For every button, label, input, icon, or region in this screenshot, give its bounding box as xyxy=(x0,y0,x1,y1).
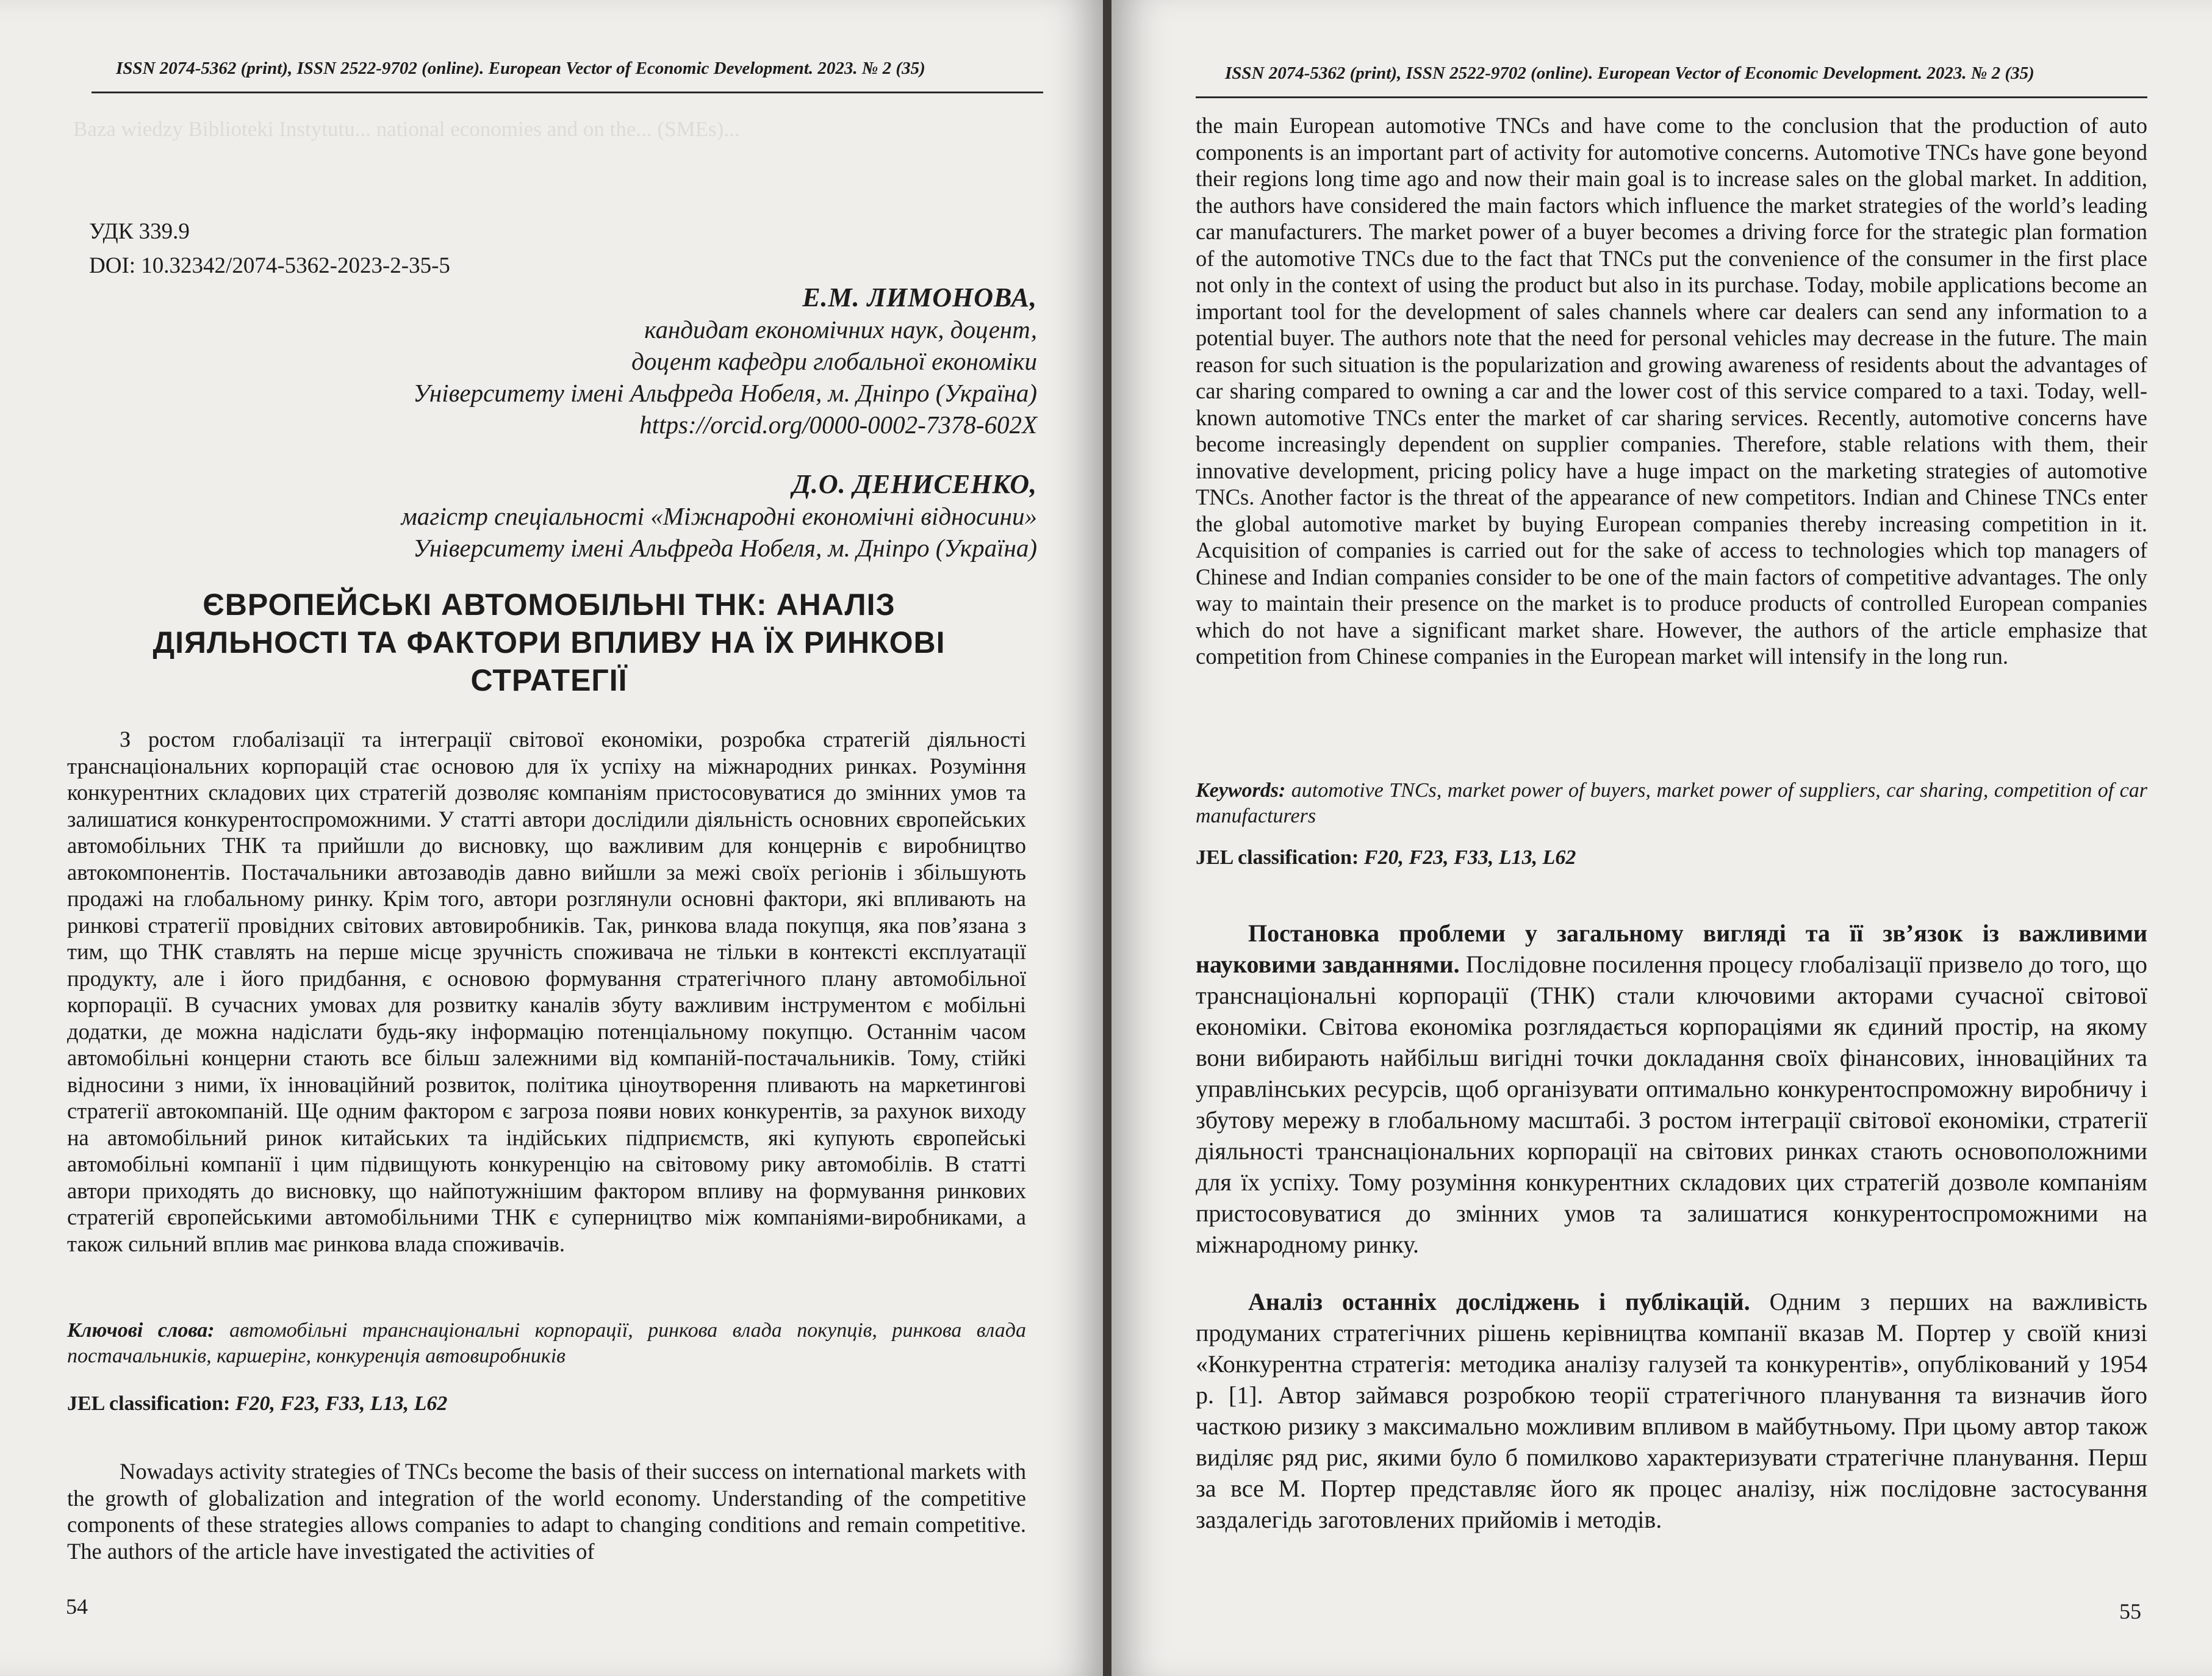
keywords-english xyxy=(1196,778,2147,829)
jel-codes: F20, F23, F33, L13, L62 xyxy=(235,1392,448,1415)
jel-label: JEL classification: xyxy=(1196,846,1359,869)
running-header: ISSN 2074-5362 (print), ISSN 2522-9702 (online). European Vector of Economic Development. 2023. № 2 (35) xyxy=(116,59,925,78)
article-title-line-1: ЄВРОПЕЙСЬКІ АВТОМОБІЛЬНІ ТНК: АНАЛІЗ xyxy=(203,588,896,622)
left-page xyxy=(0,0,1103,1676)
header-rule xyxy=(92,92,1043,93)
section-heading-problem: Постановка проблеми у загальному вигляді та її зв’язок із важливими науковими завданнями. xyxy=(1196,919,2147,978)
jel-codes: F20, F23, F33, L13, L62 xyxy=(1363,846,1576,869)
section-heading-literature: Аналіз останніх досліджень і публікацій. xyxy=(1248,1288,1750,1315)
author-2-degree: магістр спеціальності «Міжнародні економічні відносини» xyxy=(401,502,1037,530)
section-literature-review xyxy=(1196,1286,2147,1535)
doi: DOI: 10.32342/2074-5362-2023-2-35-5 xyxy=(89,253,450,278)
article-title-line-3: СТРАТЕГІЇ xyxy=(470,663,628,697)
header-rule xyxy=(1196,96,2147,98)
keywords-text: автомобільні транснаціональні корпорації, ринкова влада покупців, ринкова влада постачальників, каршерінг, конкуренція автовиробників xyxy=(67,1319,1026,1367)
show-through-text: Baza wiedzy Biblioteki Instytutu... national economies and on the... (SMEs)... xyxy=(73,117,740,141)
author-2-name: Д.О. ДЕНИСЕНКО, xyxy=(792,469,1037,499)
abstract-ukrainian: З ростом глобалізації та інтеграції світової економіки, розробка стратегій діяльності транснаціональних корпорацій стає основою для їх успіху на міжнародних ринках. Розуміння конкурентних складових цих стратегій дозволяє компаніям пристосовуватися до змінних умов та залишатися конкурентоспроможними. У статті автори дослідили діяльність основних європейських автомобільних ТНК та прийшли до висновку, що важливим для концернів є виробництво автокомпонентів. Постачальники автозаводів давно вийшли за межі своїх регіонів і збільшують продажі на глобальному ринку. Крім того, автори розглянули основні фактори, які впливають на ринкові стратегії провідних світових автовиробників. Так, ринкова влада покупця, яка пов’язана з тим, що ТНК ставлять на перше місце зручність споживача не тільки в контексті експлуатації продукту, але і його придбання, є основою формування стратегічного плану автомобільної корпорації. В сучасних умовах для розвитку каналів збуту важливим інструментом є мобільні додатки, де можна надіслати будь-яку інформацію потенціальному покупцю. Останнім часом автомобільні концерни стають все більш залежними від компаній-постачальників. Тому, стійкі відносини з ними, їх інноваційний розвиток, політика ціноутворення пливають на маркетингові стратегії автокомпаній. Ще одним фактором є загроза появи нових конкурентів, за рахунок виходу на автомобільний ринок китайських та індійських підприємств, які купують європейські автомобільні компанії і цим підвищують конкуренцію на світовому рику автомобілів. В статті автори приходять до висновку, що найпотужнішим фактором впливу на формування ринкових стратегій європейськими автомобільними ТНК є суперництво між компаніями-виробниками, а також сильний вплив має ринкова влада споживачів. xyxy=(67,727,1026,1256)
author-1-orcid: https://orcid.org/0000-0002-7378-602X xyxy=(639,411,1037,439)
keywords-label: Keywords: xyxy=(1196,779,1286,802)
abstract-english-start: Nowadays activity strategies of TNCs become the basis of their success on international markets with the growth of globalization and integration of the world economy. Understanding of the competitive components of these strategies allows companies to adapt to changing conditions and remain competitive. The authors of the article have investigated the activities of xyxy=(67,1459,1026,1564)
keywords-text: automotive TNCs, market power of buyers, market power of suppliers, car sharing, competition of car manufacturers xyxy=(1196,779,2147,827)
section-problem-statement xyxy=(1196,918,2147,1260)
keywords-label: Ключові слова: xyxy=(67,1319,215,1342)
jel-classification-left xyxy=(67,1391,1026,1417)
author-1-position: доцент кафедри глобальної економіки xyxy=(631,347,1037,375)
running-header: ISSN 2074-5362 (print), ISSN 2522-9702 (online). European Vector of Economic Development. 2023. № 2 (35) xyxy=(1225,63,2034,83)
section-text-problem: Послідовне посилення процесу глобалізації призвело до того, що транснаціональні корпорації (ТНК) стали ключовими акторами сучасної світової економіки. Світова економіка розглядається корпораціями як єдиний простір, на якому вони вибирають найбільш вигідні точки докладання своїх фінансових, інноваційних та управлінських ресурсів, щоб організувати оптимально конкурентоспроможну виробничу і збутову мережу в глобальному масштабі. З ростом інтеграції світової економіки, стратегії діяльності транснаціональних корпорації на світових ринках стають основоположними для їх успіху. Тому розуміння конкурентних складових цих стратегій дозволе компаніям пристосовуватися до змінних умов та залишатися конкурентоспроможними на міжнародному ринку. xyxy=(1196,951,2148,1258)
jel-classification-right xyxy=(1196,845,2147,871)
author-1-affiliation: Університету імені Альфреда Нобеля, м. Дніпро (Україна) xyxy=(413,379,1037,407)
udc-doi-block xyxy=(89,215,450,283)
abstract-english-continued: the main European automotive TNCs and have come to the conclusion that the production of auto components is an important part of activity for automotive concerns. Automotive TNCs have gone beyond their regions long time ago and now their main goal is to increase sales on the global market. In addition, the authors have considered the main factors which influence the market strategies of the world’s leading car manufacturers. The market power of a buyer becomes a driving force for the strategic plan formation of the automotive TNCs due to the fact that TNCs put the convenience of the consumer in the first place not only in the context of using the product but also in its purchase. Today, mobile applications become an important tool for the development of sales channels where car dealers can send any information to a potential buyer. The authors note that the need for personal vehicles may decrease in the future. The main reason for such situation is the popularization and growing awareness of residents about the advantages of car sharing compared to owning a car and the lower cost of this service compared to a taxi. Today, well-known automotive TNCs enter the market of car sharing services. Recently, automotive concerns have become increasingly dependent on supplier companies. Therefore, stable relations with them, their innovative development, pricing policy have a huge impact on the marketing strategies of automotive TNCs. Another factor is the threat of the appearance of new competitors. Indian and Chinese TNCs enter the global automotive market by buying European companies thereby increasing competition in it. Acquisition of companies is carried out for the sake of access to technologies which top managers of Chinese and Indian companies consider to be one of the main factors of competitive advantages. The only way to maintain their presence on the market is to produce products of controlled European companies which do not have a significant market share. However, the authors of the article emphasize that competition from Chinese companies in the European market will intensify in the long run. xyxy=(1196,113,2147,669)
page-number-right: 55 xyxy=(2119,1599,2141,1624)
page-number-left: 54 xyxy=(66,1594,88,1619)
author-2-affiliation: Університету імені Альфреда Нобеля, м. Дніпро (Україна) xyxy=(413,534,1037,562)
author-1-name: Е.М. ЛИМОНОВА, xyxy=(802,282,1037,312)
author-2-block xyxy=(122,469,1037,564)
section-text-literature: Одним з перших на важливість продуманих стратегічних рішень керівництва компанії вказав М. Портер у своїй книзі «Конкурентна стратегія: методика аналізу галузей та конкурентів», опублікований у 1954 р. [1]. Автор займався розробкою теорії стратегічного планування та визначив його часткою ризику з максимально можливим впливом в майбутньому. При цьому автор також виділяє ряд рис, якими було б помилково характеризувати стратегічне планування. Перш за все М. Портер представляє його як процес аналізу, ніж послідовне застосування заздалегідь заготовлених прийомів і методів. xyxy=(1196,1288,2148,1533)
jel-label: JEL classification: xyxy=(67,1392,231,1415)
right-page xyxy=(1111,0,2212,1676)
keywords-ukrainian xyxy=(67,1318,1026,1369)
article-title xyxy=(67,586,1031,699)
author-1-block xyxy=(122,282,1037,441)
article-title-line-2: ДІЯЛЬНОСТІ ТА ФАКТОРИ ВПЛИВУ НА ЇХ РИНКОВІ xyxy=(153,625,946,660)
udc-code: УДК 339.9 xyxy=(89,219,190,244)
author-1-degree: кандидат економічних наук, доцент, xyxy=(644,315,1037,343)
